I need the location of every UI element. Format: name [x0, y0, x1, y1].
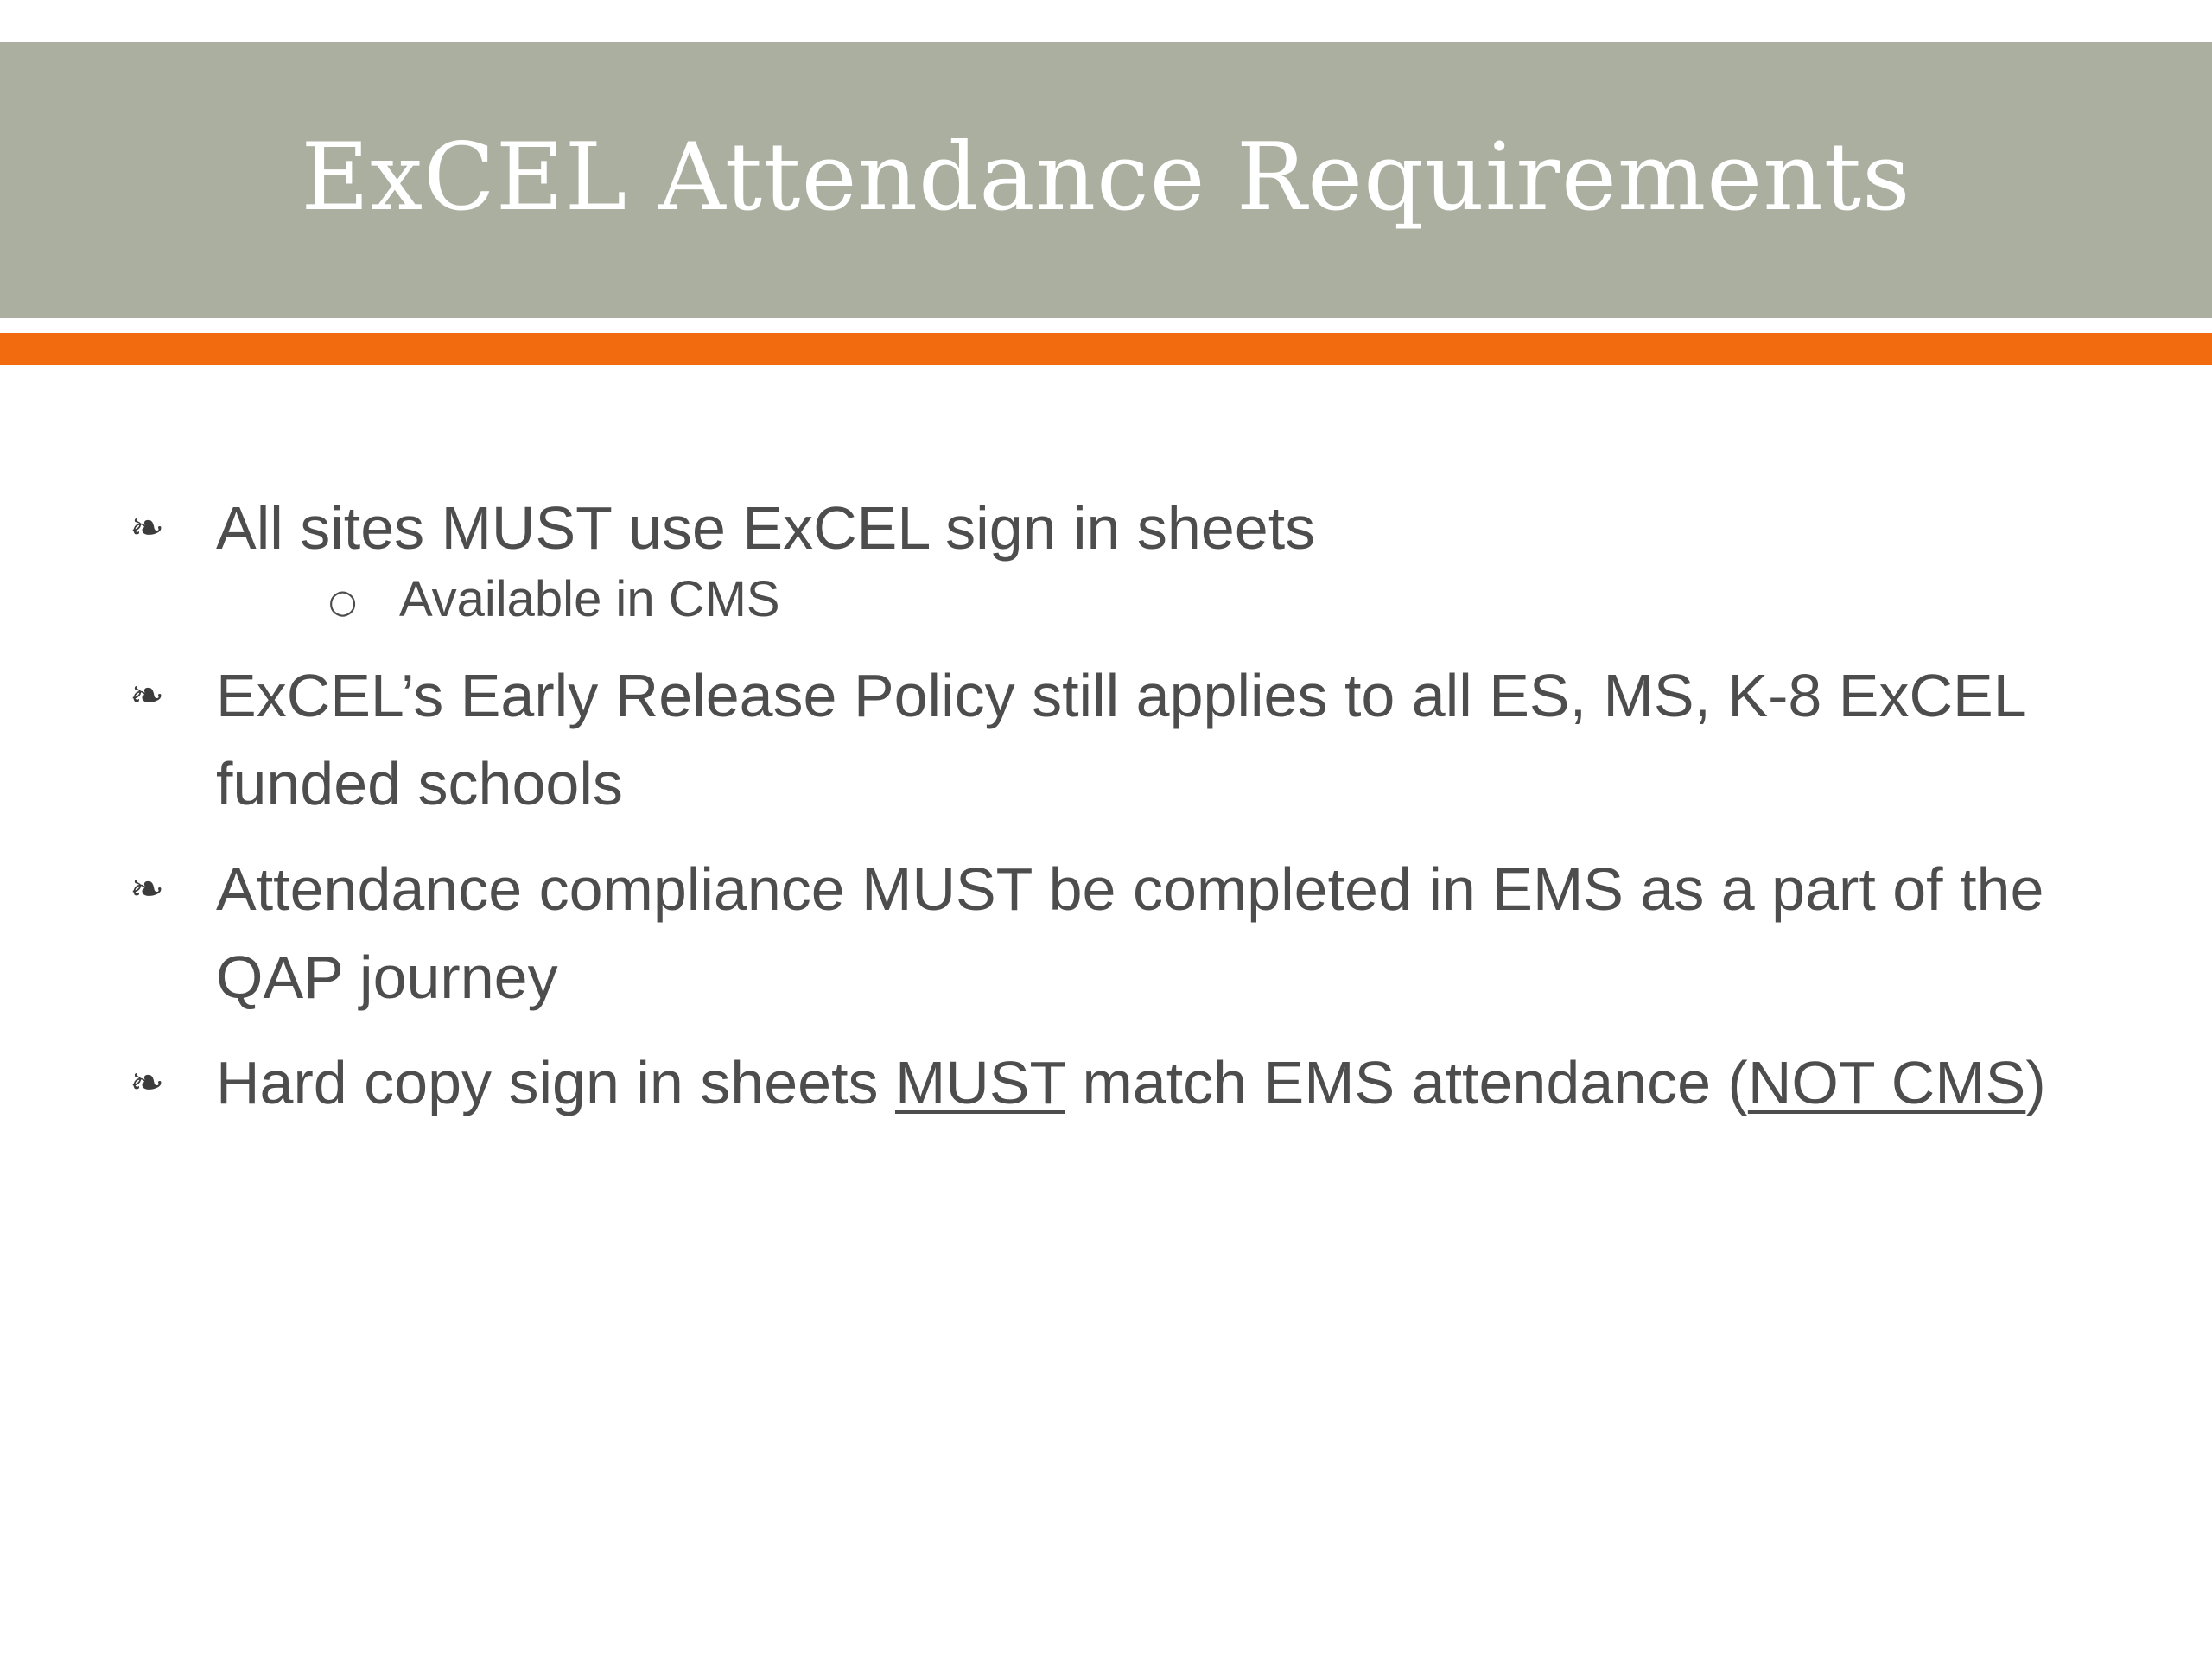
fleuron-icon: ❧	[130, 504, 165, 552]
emphasis-must: MUST	[894, 1049, 1066, 1116]
bullet-list	[130, 484, 2074, 1127]
accent-stripe	[0, 333, 2212, 365]
fleuron-icon: ❧	[130, 865, 165, 913]
bullet-text: All sites MUST use ExCEL sign in sheets	[216, 494, 1316, 562]
bullet-item	[130, 652, 2074, 828]
bullet-text-part: )	[2025, 1049, 2046, 1116]
hollow-circle-icon: ○	[328, 582, 358, 620]
bullet-item	[130, 845, 2074, 1021]
bullet-text-part: match EMS attendance (	[1065, 1049, 1748, 1116]
bullet-text: ExCEL’s Early Release Policy still applies to all ES, MS, K-8 ExCEL funded schools	[216, 662, 2025, 817]
bullet-item	[130, 1039, 2074, 1127]
sub-bullet-text: Available in CMS	[399, 571, 780, 627]
title-band	[0, 42, 2212, 318]
bullet-text-part: Hard copy sign in sheets	[216, 1049, 895, 1116]
fleuron-icon: ❧	[130, 671, 165, 720]
sub-bullet-item	[216, 565, 2074, 634]
emphasis-not-cms: NOT CMS	[1747, 1049, 2026, 1116]
bullet-text: Attendance compliance MUST be completed in EMS as a part of the QAP journey	[216, 855, 2044, 1011]
slide-title: ExCEL Attendance Requirements	[301, 124, 1911, 232]
bullet-item	[130, 484, 2074, 634]
fleuron-icon: ❧	[130, 1058, 165, 1107]
